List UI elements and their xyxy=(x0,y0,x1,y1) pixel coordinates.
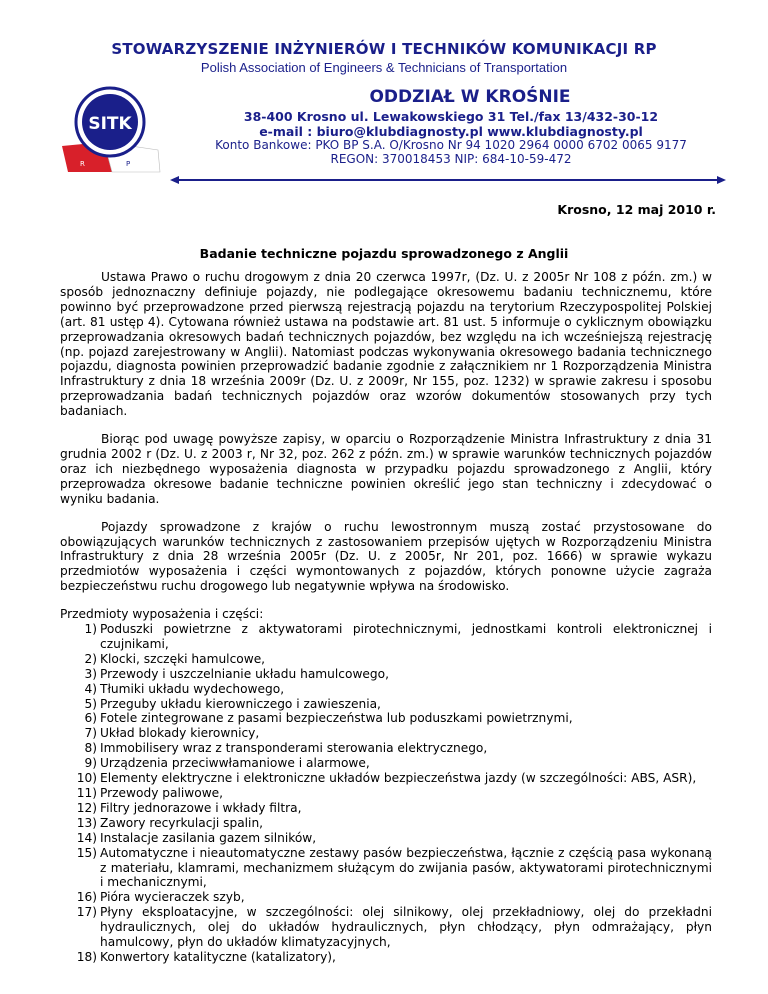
list-item-number: 17) xyxy=(76,905,97,920)
list-item-number: 12) xyxy=(76,800,97,815)
regon-nip: REGON: 370018453 NIP: 684-10-59-472 xyxy=(330,152,572,166)
list-item-number: 5) xyxy=(84,696,97,711)
list-item-number: 18) xyxy=(76,949,97,964)
list-item xyxy=(60,771,712,786)
header-arrow-rule xyxy=(170,175,726,185)
list-item-number: 8) xyxy=(84,741,97,756)
list-item-text: Klocki, szczęki hamulcowe, xyxy=(100,651,266,666)
list-item-number: 6) xyxy=(84,711,97,726)
list-item-text: Urządzenia przeciwwłamaniowe i alarmowe, xyxy=(100,756,370,771)
paragraph: Ustawa Prawo o ruchu drogowym z dnia 20 czerwca 1997r, (Dz. U. z 2005r Nr 108 z późn. zm.) w sposób jednoznaczny definiuje pojazdy, nie podlegające okresowemu badaniu technicznemu, które powinno być przeprowadzone przed pierwszą rejestracją pojazdu na terytorium Rzeczypospolitej Polskiej (art. 81 ustęp 4). Cytowana również ustawa na podstawie art. 81 ust. 5 informuje o cyklicznym obowiązku przeprowadzania okresowych badań technicznych pojazdów, bez względu na ich wcześniejszą rejestrację (np. pojazd zarejestrowany w Anglii). Natomiast podczas wykonywania okresowego badania technicznego pojazdu, diagnosta powinien przeprowadzić badanie zgodnie z załącznikiem nr 1 Rozporządzenia Ministra Infrastruktury z dnia 18 września 2009r (Dz. U. z 2009r, Nr 155, poz. 1232) w sprawie zakresu i sposobu przeprowadzania badań technicznych pojazdów oraz wzorów dokumentów stosowanych przy tych badaniach. xyxy=(60,270,712,419)
letter-date: Krosno, 12 maj 2010 r. xyxy=(557,202,716,217)
list-item-text: Pióra wycieraczek szyb, xyxy=(100,890,245,905)
list-item xyxy=(60,816,712,831)
items-list xyxy=(60,622,712,965)
list-item-number: 1) xyxy=(84,622,97,637)
list-item-number: 9) xyxy=(84,756,97,771)
list-item-number: 7) xyxy=(84,726,97,741)
list-item-number: 2) xyxy=(84,651,97,666)
bank-account: Konto Bankowe: PKO BP S.A. O/Krosno Nr 94 1020 2964 0000 6702 0065 9177 xyxy=(215,138,687,152)
organization-subtitle: Polish Association of Engineers & Technicians of Transportation xyxy=(200,60,568,75)
list-item-number: 14) xyxy=(76,830,97,845)
list-item-number: 13) xyxy=(76,815,97,830)
list-item xyxy=(60,667,712,682)
list-item-number: 3) xyxy=(84,666,97,681)
list-item xyxy=(60,711,712,726)
list-item xyxy=(60,905,712,950)
list-item xyxy=(60,786,712,801)
list-item-text: Elementy elektryczne i elektroniczne układów bezpieczeństwa jazdy (w szczególności: ABS, ASR), xyxy=(100,771,697,786)
branch-address: 38-400 Krosno ul. Lewakowskiego 31 Tel./fax 13/432-30-12 xyxy=(243,109,659,124)
list-item-number: 16) xyxy=(76,890,97,905)
list-item xyxy=(60,846,712,891)
list-item-text: Przewody paliwowe, xyxy=(100,786,224,800)
list-item-text: Poduszki powietrzne z aktywatorami pirotechnicznymi, jednostkami kontroli elektronicznej i czujnikami, xyxy=(100,622,712,651)
list-item-text: Konwertory katalityczne (katalizatory), xyxy=(100,949,336,964)
list-item xyxy=(60,831,712,846)
organization-title: STOWARZYSZENIE INŻYNIERÓW I TECHNIKÓW KOMUNIKACJI RP xyxy=(111,40,657,58)
list-item-number: 15) xyxy=(76,845,97,860)
document-body xyxy=(60,270,712,965)
flag-letter-r: R xyxy=(80,160,85,168)
list-item-text: Płyny eksploatacyjne, w szczególności: olej silnikowy, olej przekładniowy, olej do przekładni hydraulicznych, olej do układów hydraulicznych, płyn chłodzący, płyn odmrażający, płyn hamulcowy, płyn do układów klimatyzacyjnych, xyxy=(100,905,712,950)
list-item-text: Przeguby układu kierowniczego i zawieszenia, xyxy=(100,696,381,711)
list-item-text: Przewody i uszczelnianie układu hamulcowego, xyxy=(100,666,389,681)
branch-contact: e-mail : biuro@klubdiagnosty.pl www.klubdiagnosty.pl xyxy=(259,124,643,139)
list-item-number: 11) xyxy=(76,786,97,800)
list-item xyxy=(60,890,712,905)
list-item-text: Filtry jednorazowe i wkłady filtra, xyxy=(100,800,302,815)
flag-letter-p: P xyxy=(126,160,131,168)
list-item xyxy=(60,697,712,712)
document-title: Badanie techniczne pojazdu sprowadzonego z Anglii xyxy=(199,246,569,261)
list-item xyxy=(60,682,712,697)
list-item xyxy=(60,741,712,756)
list-item xyxy=(60,652,712,667)
list-item-number: 4) xyxy=(84,681,97,696)
items-heading: Przedmioty wyposażenia i części: xyxy=(60,607,264,622)
list-item xyxy=(60,726,712,741)
list-item-text: Fotele zintegrowane z pasami bezpieczeństwa lub poduszkami powietrznymi, xyxy=(100,711,573,726)
paragraph: Biorąc pod uwagę powyższe zapisy, w oparciu o Rozporządzenie Ministra Infrastruktury z dnia 31 grudnia 2002 r (Dz. U. z 2003 r, Nr 32, poz. 262 z późn. zm.) w sprawie warunków technicznych pojazdów oraz ich niezbędnego wyposażenia diagnosta w przypadku pojazdu sprowadzonego z Anglii, który przeprowadza okresowe badanie techniczne powinien określić jego stan techniczny i zdecydować o wyniku badania. xyxy=(60,432,712,506)
list-item xyxy=(60,950,712,965)
list-item-text: Zawory recyrkulacji spalin, xyxy=(100,815,264,830)
list-item-text: Immobilisery wraz z transponderami sterowania elektrycznego, xyxy=(100,741,488,756)
branch-name: ODDZIAŁ W KROŚNIE xyxy=(369,87,571,107)
list-item-text: Automatyczne i nieautomatyczne zestawy pasów bezpieczeństwa, łącznie z częścią pasa wykonaną z materiału, klamrami, mechanizmem służącym do zwijania pasów, aktywatorami pirotechnicznymi i mechanicznymi, xyxy=(100,845,712,890)
list-item xyxy=(60,756,712,771)
list-item-text: Instalacje zasilania gazem silników, xyxy=(100,830,317,845)
list-item xyxy=(60,801,712,816)
list-item-text: Tłumiki układu wydechowego, xyxy=(100,681,285,696)
logo-text: SITK xyxy=(88,114,132,134)
list-item xyxy=(60,622,712,652)
paragraph: Pojazdy sprowadzone z krajów o ruchu lewostronnym muszą zostać przystosowane do obowiązujących warunków technicznych z zastosowaniem przepisów ujętych w Rozporządzeniu Ministra Infrastruktury z dnia 28 września 2005r (Dz. U. z 2005r, Nr 201, poz. 1666) w sprawie wykazu przedmiotów wyposażenia i części wymontowanych z pojazdów, których ponowne użycie zagraża bezpieczeństwu ruchu drogowego lub negatywnie wpływa na środowisko. xyxy=(60,519,712,594)
list-item-text: Układ blokady kierownicy, xyxy=(100,726,260,741)
list-item-number: 10) xyxy=(76,771,97,786)
